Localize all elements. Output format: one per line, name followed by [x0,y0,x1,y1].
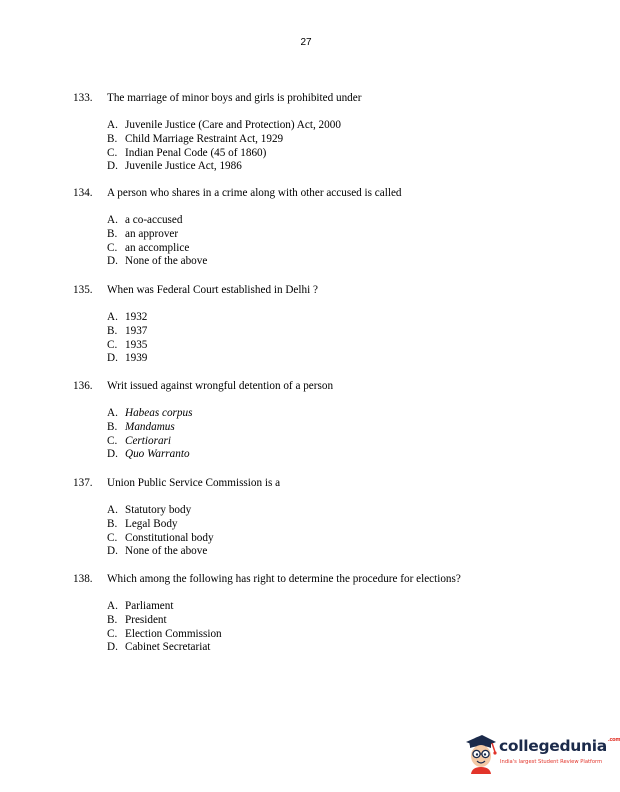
question-text: Which among the following has right to determine the procedure for elections? [107,573,461,585]
option-text: Juvenile Justice Act, 1986 [125,160,242,173]
option-text: Child Marriage Restraint Act, 1929 [125,132,284,145]
question-text: Union Public Service Commission is a [107,477,281,489]
option-letter: A. [107,407,118,419]
option-letter: A. [107,119,118,131]
question-number: 135. [73,284,93,296]
option-d [107,255,543,269]
option-d [107,448,543,462]
option-letter: C. [107,241,118,254]
option-letter: C. [107,146,118,159]
option-a [107,407,543,421]
options-list [107,504,543,559]
option-b [107,133,543,147]
option-letter: B. [107,324,118,337]
option-letter: B. [107,227,118,240]
question-135 [73,284,543,366]
option-text: Mandamus [125,420,175,433]
option-b [107,518,543,532]
option-text: President [125,613,167,626]
option-text: Cabinet Secretariat [125,641,211,654]
options-list [107,119,543,174]
question-text: A person who shares in a crime along with other accused is called [107,187,402,199]
logo-wordmark [499,737,620,755]
question-text: When was Federal Court established in Delhi ? [107,284,318,296]
option-d [107,545,543,559]
option-letter: D. [107,255,118,268]
option-text: Juvenile Justice (Care and Protection) Act, 2000 [125,119,341,131]
option-text: Election Commission [125,627,222,640]
option-text: Quo Warranto [125,448,190,461]
option-c [107,242,543,256]
option-letter: C. [107,531,118,544]
option-letter: A. [107,600,118,612]
option-text: Statutory body [125,504,192,516]
option-letter: D. [107,448,118,461]
question-134 [73,187,543,269]
option-a [107,311,543,325]
option-c [107,532,543,546]
logo-tagline: India's largest Student Review Platform [500,759,603,765]
option-a [107,119,543,133]
options-list [107,311,543,366]
options-list [107,214,543,269]
option-text: Habeas corpus [125,407,193,419]
option-text: an approver [125,227,179,240]
option-a [107,504,543,518]
option-d [107,352,543,366]
option-b [107,228,543,242]
option-letter: C. [107,338,118,351]
option-c [107,435,543,449]
option-text: Legal Body [125,517,178,530]
option-letter: B. [107,132,118,145]
option-text: an accomplice [125,241,190,254]
option-text: 1939 [125,352,148,365]
option-text: 1932 [125,311,148,323]
option-letter: B. [107,613,118,626]
option-c [107,147,543,161]
option-text: Indian Penal Code (45 of 1860) [125,146,267,159]
option-c [107,339,543,353]
question-number: 136. [73,380,93,392]
option-letter: D. [107,545,118,558]
option-b [107,421,543,435]
option-d [107,160,543,174]
option-d [107,641,543,655]
option-letter: D. [107,352,118,365]
option-text: 1935 [125,338,148,351]
question-138 [73,573,543,655]
option-letter: A. [107,214,118,226]
question-136 [73,380,543,462]
option-text: None of the above [125,255,208,268]
option-text: 1937 [125,324,148,337]
option-a [107,600,543,614]
option-letter: A. [107,311,118,323]
option-letter: C. [107,434,118,447]
option-a [107,214,543,228]
question-133 [73,92,543,174]
collegedunia-logo [462,730,620,776]
option-letter: D. [107,160,118,173]
question-number: 138. [73,573,93,585]
option-c [107,628,543,642]
option-letter: D. [107,641,118,654]
option-text: Parliament [125,600,174,612]
option-letter: B. [107,420,118,433]
option-text: None of the above [125,545,208,558]
question-number: 134. [73,187,93,199]
options-list [107,407,543,462]
option-text: a co-accused [125,214,183,226]
question-number: 137. [73,477,93,489]
option-b [107,614,543,628]
page-number: 27 [300,37,312,48]
question-137 [73,477,543,559]
option-letter: A. [107,504,118,516]
options-list [107,600,543,655]
mascot-icon [462,730,500,776]
option-b [107,325,543,339]
question-text: The marriage of minor boys and girls is prohibited under [107,92,362,104]
option-letter: B. [107,517,118,530]
option-text: Certiorari [125,434,172,447]
wordmark-tld: .com [607,737,620,743]
question-number: 133. [73,92,93,104]
option-text: Constitutional body [125,531,214,544]
question-text: Writ issued against wrongful detention of a person [107,380,334,392]
wordmark-text: collegedunia [499,737,607,755]
option-letter: C. [107,627,118,640]
